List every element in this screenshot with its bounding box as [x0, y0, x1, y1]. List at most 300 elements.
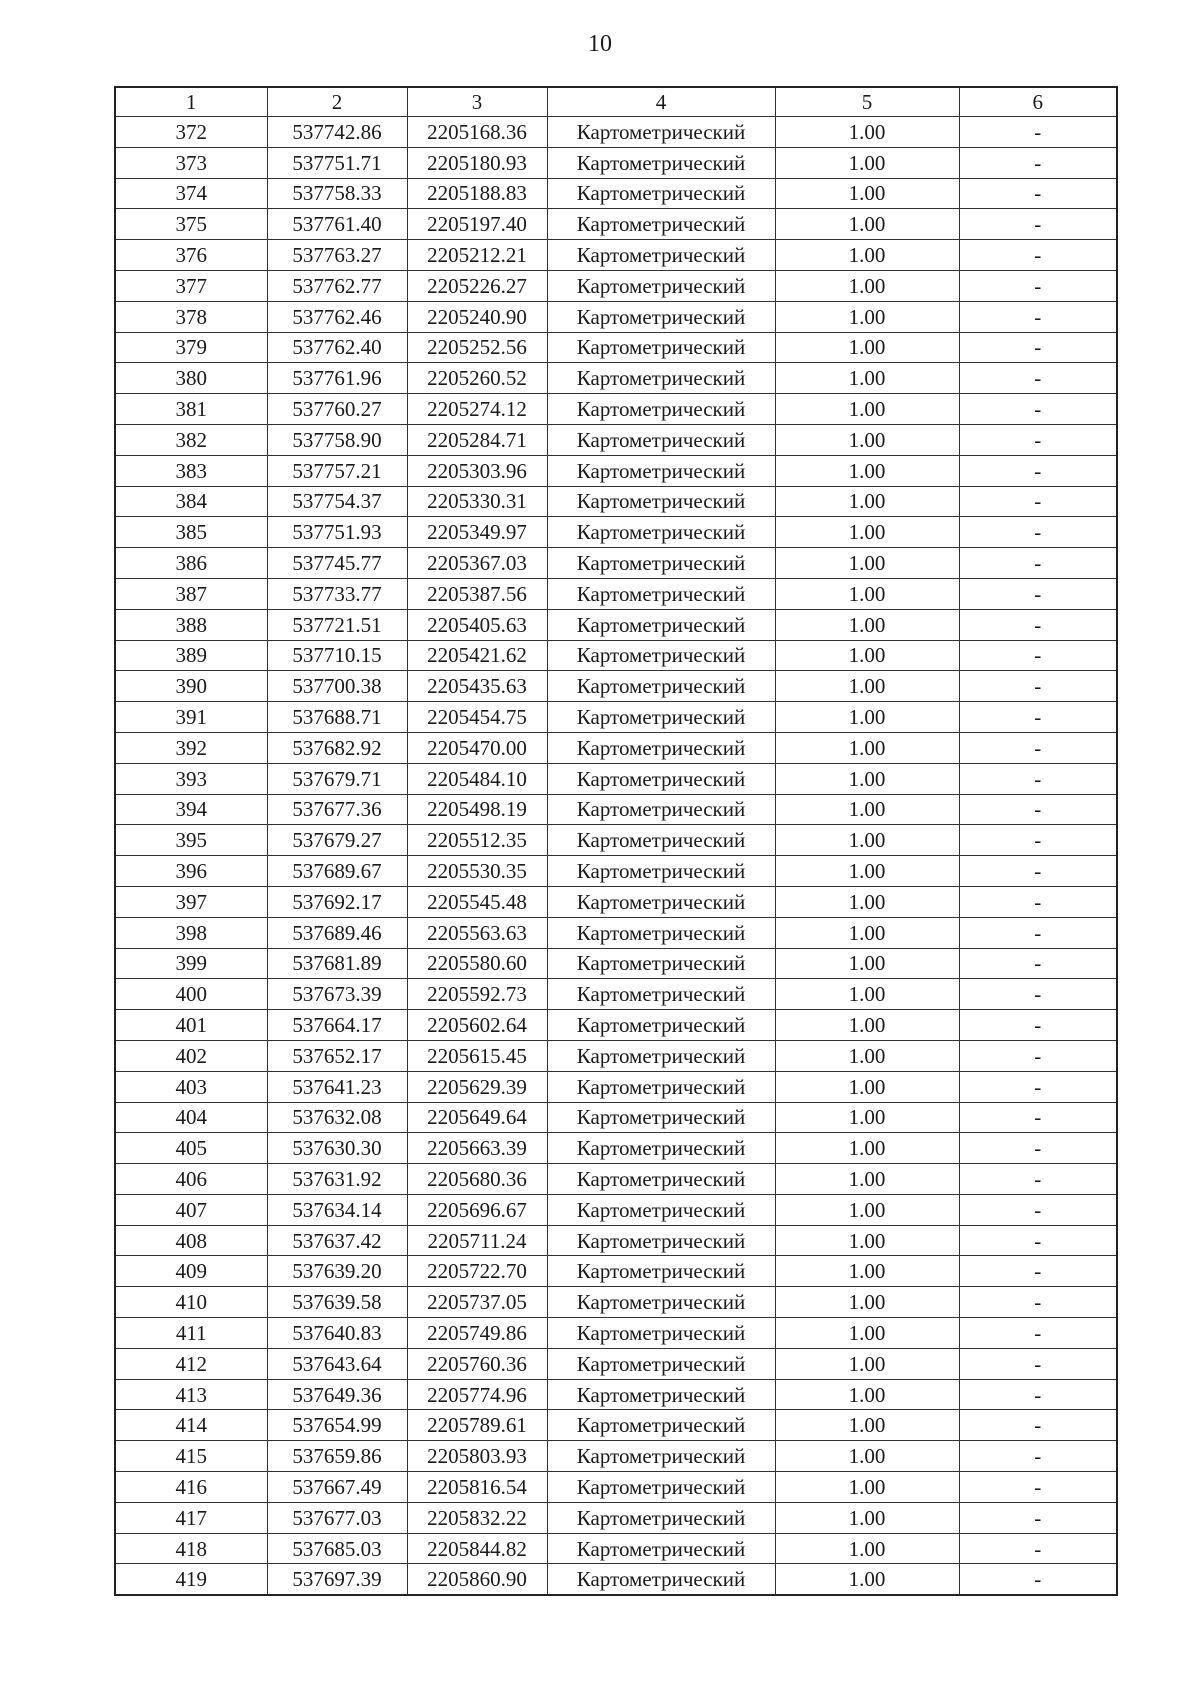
method-cell: Картометрический — [547, 948, 775, 979]
note-cell: - — [959, 979, 1117, 1010]
accuracy-cell: 1.00 — [775, 1318, 959, 1349]
table-row — [115, 117, 1117, 148]
x-coordinate-cell: 537757.21 — [267, 455, 407, 486]
accuracy-cell: 1.00 — [775, 917, 959, 948]
x-coordinate-cell: 537688.71 — [267, 702, 407, 733]
point-number-cell: 381 — [115, 394, 267, 425]
point-number-cell: 393 — [115, 763, 267, 794]
table-row — [115, 424, 1117, 455]
y-coordinate-cell: 2205592.73 — [407, 979, 547, 1010]
y-coordinate-cell: 2205197.40 — [407, 209, 547, 240]
note-cell: - — [959, 856, 1117, 887]
y-coordinate-cell: 2205349.97 — [407, 517, 547, 548]
table-row — [115, 517, 1117, 548]
note-cell: - — [959, 517, 1117, 548]
note-cell: - — [959, 609, 1117, 640]
point-number-cell: 387 — [115, 578, 267, 609]
x-coordinate-cell: 537758.90 — [267, 424, 407, 455]
accuracy-cell: 1.00 — [775, 1133, 959, 1164]
point-number-cell: 397 — [115, 886, 267, 917]
table-row — [115, 948, 1117, 979]
method-cell: Картометрический — [547, 1164, 775, 1195]
table-row — [115, 486, 1117, 517]
x-coordinate-cell: 537640.83 — [267, 1318, 407, 1349]
note-cell: - — [959, 1071, 1117, 1102]
table-row — [115, 1564, 1117, 1595]
table-row — [115, 794, 1117, 825]
accuracy-cell: 1.00 — [775, 1348, 959, 1379]
accuracy-cell: 1.00 — [775, 1194, 959, 1225]
accuracy-cell: 1.00 — [775, 702, 959, 733]
point-number-cell: 386 — [115, 548, 267, 579]
y-coordinate-cell: 2205405.63 — [407, 609, 547, 640]
point-number-cell: 407 — [115, 1194, 267, 1225]
accuracy-cell: 1.00 — [775, 1564, 959, 1595]
note-cell: - — [959, 332, 1117, 363]
note-cell: - — [959, 1472, 1117, 1503]
note-cell: - — [959, 1040, 1117, 1071]
table-row — [115, 917, 1117, 948]
point-number-cell: 414 — [115, 1410, 267, 1441]
accuracy-cell: 1.00 — [775, 270, 959, 301]
y-coordinate-cell: 2205454.75 — [407, 702, 547, 733]
x-coordinate-cell: 537697.39 — [267, 1564, 407, 1595]
accuracy-cell: 1.00 — [775, 1225, 959, 1256]
point-number-cell: 415 — [115, 1441, 267, 1472]
point-number-cell: 374 — [115, 178, 267, 209]
method-cell: Картометрический — [547, 763, 775, 794]
y-coordinate-cell: 2205303.96 — [407, 455, 547, 486]
method-cell: Картометрический — [547, 1348, 775, 1379]
note-cell: - — [959, 1502, 1117, 1533]
point-number-cell: 388 — [115, 609, 267, 640]
note-cell: - — [959, 1564, 1117, 1595]
x-coordinate-cell: 537634.14 — [267, 1194, 407, 1225]
method-cell: Картометрический — [547, 702, 775, 733]
point-number-cell: 375 — [115, 209, 267, 240]
accuracy-cell: 1.00 — [775, 332, 959, 363]
note-cell: - — [959, 424, 1117, 455]
x-coordinate-cell: 537733.77 — [267, 578, 407, 609]
y-coordinate-cell: 2205629.39 — [407, 1071, 547, 1102]
accuracy-cell: 1.00 — [775, 1071, 959, 1102]
y-coordinate-cell: 2205387.56 — [407, 578, 547, 609]
table-row — [115, 856, 1117, 887]
y-coordinate-cell: 2205484.10 — [407, 763, 547, 794]
method-cell: Картометрический — [547, 1102, 775, 1133]
accuracy-cell: 1.00 — [775, 1533, 959, 1564]
accuracy-cell: 1.00 — [775, 240, 959, 271]
y-coordinate-cell: 2205180.93 — [407, 147, 547, 178]
method-cell: Картометрический — [547, 856, 775, 887]
table-row — [115, 1194, 1117, 1225]
accuracy-cell: 1.00 — [775, 794, 959, 825]
method-cell: Картометрический — [547, 1194, 775, 1225]
y-coordinate-cell: 2205789.61 — [407, 1410, 547, 1441]
x-coordinate-cell: 537652.17 — [267, 1040, 407, 1071]
x-coordinate-cell: 537762.46 — [267, 301, 407, 332]
method-cell: Картометрический — [547, 578, 775, 609]
y-coordinate-cell: 2205168.36 — [407, 117, 547, 148]
point-number-cell: 403 — [115, 1071, 267, 1102]
note-cell: - — [959, 1256, 1117, 1287]
x-coordinate-cell: 537751.93 — [267, 517, 407, 548]
y-coordinate-cell: 2205663.39 — [407, 1133, 547, 1164]
y-coordinate-cell: 2205580.60 — [407, 948, 547, 979]
method-cell: Картометрический — [547, 1410, 775, 1441]
point-number-cell: 396 — [115, 856, 267, 887]
note-cell: - — [959, 794, 1117, 825]
method-cell: Картометрический — [547, 671, 775, 702]
note-cell: - — [959, 486, 1117, 517]
method-cell: Картометрический — [547, 486, 775, 517]
point-number-cell: 376 — [115, 240, 267, 271]
table-row — [115, 1133, 1117, 1164]
note-cell: - — [959, 1318, 1117, 1349]
y-coordinate-cell: 2205212.21 — [407, 240, 547, 271]
table-row — [115, 763, 1117, 794]
x-coordinate-cell: 537649.36 — [267, 1379, 407, 1410]
method-cell: Картометрический — [547, 609, 775, 640]
accuracy-cell: 1.00 — [775, 1010, 959, 1041]
accuracy-cell: 1.00 — [775, 1441, 959, 1472]
y-coordinate-cell: 2205226.27 — [407, 270, 547, 301]
method-cell: Картометрический — [547, 548, 775, 579]
method-cell: Картометрический — [547, 825, 775, 856]
table-row — [115, 1379, 1117, 1410]
y-coordinate-cell: 2205615.45 — [407, 1040, 547, 1071]
accuracy-cell: 1.00 — [775, 979, 959, 1010]
accuracy-cell: 1.00 — [775, 178, 959, 209]
table-row — [115, 1348, 1117, 1379]
y-coordinate-cell: 2205252.56 — [407, 332, 547, 363]
note-cell: - — [959, 270, 1117, 301]
accuracy-cell: 1.00 — [775, 1102, 959, 1133]
x-coordinate-cell: 537689.46 — [267, 917, 407, 948]
x-coordinate-cell: 537667.49 — [267, 1472, 407, 1503]
coordinates-table — [114, 86, 1118, 1596]
method-cell: Картометрический — [547, 732, 775, 763]
accuracy-cell: 1.00 — [775, 117, 959, 148]
table-row — [115, 1010, 1117, 1041]
accuracy-cell: 1.00 — [775, 1502, 959, 1533]
method-cell: Картометрический — [547, 1040, 775, 1071]
y-coordinate-cell: 2205680.36 — [407, 1164, 547, 1195]
table-row — [115, 1256, 1117, 1287]
accuracy-cell: 1.00 — [775, 394, 959, 425]
point-number-cell: 373 — [115, 147, 267, 178]
x-coordinate-cell: 537679.27 — [267, 825, 407, 856]
method-cell: Картометрический — [547, 640, 775, 671]
point-number-cell: 385 — [115, 517, 267, 548]
note-cell: - — [959, 1102, 1117, 1133]
y-coordinate-cell: 2205545.48 — [407, 886, 547, 917]
x-coordinate-cell: 537721.51 — [267, 609, 407, 640]
table-row — [115, 578, 1117, 609]
y-coordinate-cell: 2205749.86 — [407, 1318, 547, 1349]
note-cell: - — [959, 1010, 1117, 1041]
accuracy-cell: 1.00 — [775, 763, 959, 794]
y-coordinate-cell: 2205722.70 — [407, 1256, 547, 1287]
note-cell: - — [959, 1164, 1117, 1195]
point-number-cell: 378 — [115, 301, 267, 332]
x-coordinate-cell: 537761.96 — [267, 363, 407, 394]
note-cell: - — [959, 763, 1117, 794]
note-cell: - — [959, 178, 1117, 209]
table-row — [115, 1533, 1117, 1564]
note-cell: - — [959, 1287, 1117, 1318]
table-row — [115, 979, 1117, 1010]
table-row — [115, 1441, 1117, 1472]
y-coordinate-cell: 2205711.24 — [407, 1225, 547, 1256]
table-row — [115, 178, 1117, 209]
point-number-cell: 392 — [115, 732, 267, 763]
y-coordinate-cell: 2205649.64 — [407, 1102, 547, 1133]
y-coordinate-cell: 2205832.22 — [407, 1502, 547, 1533]
accuracy-cell: 1.00 — [775, 825, 959, 856]
y-coordinate-cell: 2205860.90 — [407, 1564, 547, 1595]
table-row — [115, 702, 1117, 733]
y-coordinate-cell: 2205602.64 — [407, 1010, 547, 1041]
accuracy-cell: 1.00 — [775, 301, 959, 332]
note-cell: - — [959, 240, 1117, 271]
table-row — [115, 825, 1117, 856]
point-number-cell: 391 — [115, 702, 267, 733]
table-row — [115, 640, 1117, 671]
y-coordinate-cell: 2205260.52 — [407, 363, 547, 394]
x-coordinate-cell: 537762.77 — [267, 270, 407, 301]
accuracy-cell: 1.00 — [775, 363, 959, 394]
accuracy-cell: 1.00 — [775, 609, 959, 640]
accuracy-cell: 1.00 — [775, 856, 959, 887]
y-coordinate-cell: 2205816.54 — [407, 1472, 547, 1503]
x-coordinate-cell: 537700.38 — [267, 671, 407, 702]
accuracy-cell: 1.00 — [775, 578, 959, 609]
note-cell: - — [959, 1194, 1117, 1225]
table-row — [115, 270, 1117, 301]
x-coordinate-cell: 537632.08 — [267, 1102, 407, 1133]
table-row — [115, 394, 1117, 425]
header-row — [115, 87, 1117, 117]
method-cell: Картометрический — [547, 1010, 775, 1041]
table-row — [115, 1287, 1117, 1318]
accuracy-cell: 1.00 — [775, 424, 959, 455]
point-number-cell: 406 — [115, 1164, 267, 1195]
method-cell: Картометрический — [547, 1287, 775, 1318]
y-coordinate-cell: 2205530.35 — [407, 856, 547, 887]
table-header — [115, 87, 1117, 117]
x-coordinate-cell: 537654.99 — [267, 1410, 407, 1441]
x-coordinate-cell: 537754.37 — [267, 486, 407, 517]
note-cell: - — [959, 1441, 1117, 1472]
method-cell: Картометрический — [547, 517, 775, 548]
x-coordinate-cell: 537639.20 — [267, 1256, 407, 1287]
method-cell: Картометрический — [547, 363, 775, 394]
method-cell: Картометрический — [547, 1441, 775, 1472]
note-cell: - — [959, 640, 1117, 671]
y-coordinate-cell: 2205330.31 — [407, 486, 547, 517]
x-coordinate-cell: 537763.27 — [267, 240, 407, 271]
note-cell: - — [959, 671, 1117, 702]
method-cell: Картометрический — [547, 301, 775, 332]
table-row — [115, 732, 1117, 763]
table-row — [115, 1410, 1117, 1441]
x-coordinate-cell: 537681.89 — [267, 948, 407, 979]
y-coordinate-cell: 2205803.93 — [407, 1441, 547, 1472]
point-number-cell: 384 — [115, 486, 267, 517]
x-coordinate-cell: 537760.27 — [267, 394, 407, 425]
y-coordinate-cell: 2205696.67 — [407, 1194, 547, 1225]
note-cell: - — [959, 917, 1117, 948]
column-header: 3 — [407, 87, 547, 117]
note-cell: - — [959, 1225, 1117, 1256]
y-coordinate-cell: 2205188.83 — [407, 178, 547, 209]
table-row — [115, 1502, 1117, 1533]
x-coordinate-cell: 537751.71 — [267, 147, 407, 178]
point-number-cell: 402 — [115, 1040, 267, 1071]
y-coordinate-cell: 2205774.96 — [407, 1379, 547, 1410]
point-number-cell: 383 — [115, 455, 267, 486]
x-coordinate-cell: 537762.40 — [267, 332, 407, 363]
note-cell: - — [959, 209, 1117, 240]
note-cell: - — [959, 825, 1117, 856]
x-coordinate-cell: 537685.03 — [267, 1533, 407, 1564]
table-row — [115, 209, 1117, 240]
table-row — [115, 671, 1117, 702]
note-cell: - — [959, 117, 1117, 148]
y-coordinate-cell: 2205367.03 — [407, 548, 547, 579]
accuracy-cell: 1.00 — [775, 948, 959, 979]
x-coordinate-cell: 537664.17 — [267, 1010, 407, 1041]
note-cell: - — [959, 886, 1117, 917]
point-number-cell: 409 — [115, 1256, 267, 1287]
method-cell: Картометрический — [547, 1472, 775, 1503]
table-row — [115, 147, 1117, 178]
point-number-cell: 389 — [115, 640, 267, 671]
table-row — [115, 301, 1117, 332]
table-row — [115, 886, 1117, 917]
accuracy-cell: 1.00 — [775, 1040, 959, 1071]
point-number-cell: 411 — [115, 1318, 267, 1349]
note-cell: - — [959, 1133, 1117, 1164]
note-cell: - — [959, 394, 1117, 425]
y-coordinate-cell: 2205274.12 — [407, 394, 547, 425]
table-body — [115, 117, 1117, 1596]
point-number-cell: 379 — [115, 332, 267, 363]
table-row — [115, 240, 1117, 271]
accuracy-cell: 1.00 — [775, 455, 959, 486]
x-coordinate-cell: 537643.64 — [267, 1348, 407, 1379]
y-coordinate-cell: 2205284.71 — [407, 424, 547, 455]
note-cell: - — [959, 363, 1117, 394]
y-coordinate-cell: 2205435.63 — [407, 671, 547, 702]
method-cell: Картометрический — [547, 1256, 775, 1287]
method-cell: Картометрический — [547, 117, 775, 148]
table-row — [115, 1318, 1117, 1349]
method-cell: Картометрический — [547, 1502, 775, 1533]
x-coordinate-cell: 537677.03 — [267, 1502, 407, 1533]
y-coordinate-cell: 2205844.82 — [407, 1533, 547, 1564]
accuracy-cell: 1.00 — [775, 517, 959, 548]
point-number-cell: 400 — [115, 979, 267, 1010]
method-cell: Картометрический — [547, 1564, 775, 1595]
method-cell: Картометрический — [547, 270, 775, 301]
x-coordinate-cell: 537659.86 — [267, 1441, 407, 1472]
accuracy-cell: 1.00 — [775, 1256, 959, 1287]
x-coordinate-cell: 537758.33 — [267, 178, 407, 209]
y-coordinate-cell: 2205470.00 — [407, 732, 547, 763]
note-cell: - — [959, 1379, 1117, 1410]
point-number-cell: 408 — [115, 1225, 267, 1256]
method-cell: Картометрический — [547, 455, 775, 486]
x-coordinate-cell: 537682.92 — [267, 732, 407, 763]
accuracy-cell: 1.00 — [775, 209, 959, 240]
note-cell: - — [959, 578, 1117, 609]
method-cell: Картометрический — [547, 886, 775, 917]
accuracy-cell: 1.00 — [775, 1287, 959, 1318]
accuracy-cell: 1.00 — [775, 548, 959, 579]
method-cell: Картометрический — [547, 147, 775, 178]
note-cell: - — [959, 1533, 1117, 1564]
accuracy-cell: 1.00 — [775, 1379, 959, 1410]
method-cell: Картометрический — [547, 1379, 775, 1410]
note-cell: - — [959, 1410, 1117, 1441]
x-coordinate-cell: 537641.23 — [267, 1071, 407, 1102]
y-coordinate-cell: 2205240.90 — [407, 301, 547, 332]
y-coordinate-cell: 2205498.19 — [407, 794, 547, 825]
x-coordinate-cell: 537710.15 — [267, 640, 407, 671]
table-row — [115, 1164, 1117, 1195]
point-number-cell: 404 — [115, 1102, 267, 1133]
method-cell: Картометрический — [547, 794, 775, 825]
accuracy-cell: 1.00 — [775, 1472, 959, 1503]
y-coordinate-cell: 2205512.35 — [407, 825, 547, 856]
point-number-cell: 416 — [115, 1472, 267, 1503]
method-cell: Картометрический — [547, 394, 775, 425]
table-row — [115, 1071, 1117, 1102]
note-cell: - — [959, 948, 1117, 979]
table-row — [115, 609, 1117, 640]
x-coordinate-cell: 537745.77 — [267, 548, 407, 579]
y-coordinate-cell: 2205563.63 — [407, 917, 547, 948]
x-coordinate-cell: 537630.30 — [267, 1133, 407, 1164]
note-cell: - — [959, 702, 1117, 733]
method-cell: Картометрический — [547, 1071, 775, 1102]
y-coordinate-cell: 2205737.05 — [407, 1287, 547, 1318]
point-number-cell: 377 — [115, 270, 267, 301]
point-number-cell: 405 — [115, 1133, 267, 1164]
note-cell: - — [959, 548, 1117, 579]
table-row — [115, 1040, 1117, 1071]
method-cell: Картометрический — [547, 1133, 775, 1164]
method-cell: Картометрический — [547, 1533, 775, 1564]
x-coordinate-cell: 537679.71 — [267, 763, 407, 794]
accuracy-cell: 1.00 — [775, 1164, 959, 1195]
table-row — [115, 363, 1117, 394]
method-cell: Картометрический — [547, 240, 775, 271]
method-cell: Картометрический — [547, 178, 775, 209]
method-cell: Картометрический — [547, 209, 775, 240]
accuracy-cell: 1.00 — [775, 886, 959, 917]
accuracy-cell: 1.00 — [775, 732, 959, 763]
table-row — [115, 332, 1117, 363]
x-coordinate-cell: 537631.92 — [267, 1164, 407, 1195]
point-number-cell: 390 — [115, 671, 267, 702]
method-cell: Картометрический — [547, 979, 775, 1010]
column-header: 1 — [115, 87, 267, 117]
x-coordinate-cell: 537761.40 — [267, 209, 407, 240]
method-cell: Картометрический — [547, 1225, 775, 1256]
